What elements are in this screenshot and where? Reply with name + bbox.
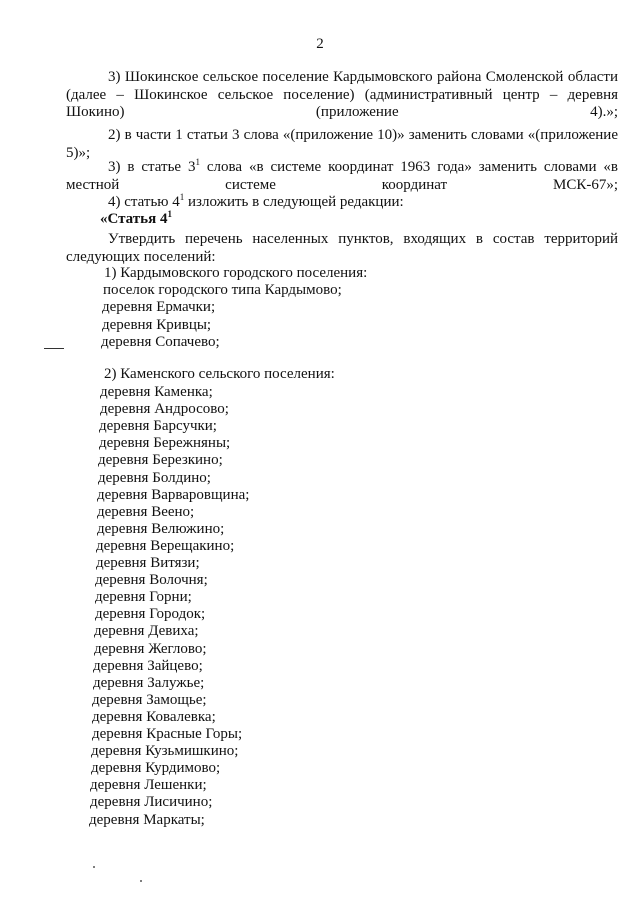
list-item: деревня Жеглово; [94,640,207,657]
paragraph-amend-part-1: 2) в части 1 статьи 3 слова «(приложение 10)» заменить словами «(приложение 5)»; [66,127,618,161]
list-item: деревня Сопачево; [101,333,220,350]
section-title-kamenka: 2) Каменского сельского поселения: [104,366,335,382]
paragraph-text: изложить в следующей редакции: [184,194,404,210]
list-item: деревня Волочня; [95,572,208,589]
superscript: 1 [167,209,172,219]
scan-speck [140,880,142,882]
list-item: деревня Городок; [95,606,206,623]
list-item: деревня Лешенки; [90,777,207,794]
article-heading-text: «Статья 4 [100,211,168,227]
list-item: деревня Залужье; [93,674,205,691]
list-item: деревня Березкино; [98,452,223,469]
list-item: деревня Варваровщина; [97,486,250,503]
list-item: деревня Замощье; [92,691,207,708]
list-item: деревня Красные Горы; [92,726,243,742]
paragraph-text: 4) статью 4 [108,194,180,210]
section-title-kardymovo: 1) Кардымовского городского поселения: [104,265,368,281]
paragraph-approve-list: Утвердить перечень населенных пунктов, входящих в состав территорий следующих поселений: [66,231,618,265]
list-item: деревня Лисичино; [90,794,213,811]
list-item: деревня Веено; [97,503,195,520]
paragraph-amend-article-3-1 [66,159,618,194]
list-item: деревня Андросово; [100,401,229,418]
list-item: деревня Барсучки; [99,418,217,435]
list-item: деревня Ковалевка; [92,708,216,725]
list-item: деревня Витязи; [96,555,200,571]
superscript: 1 [195,157,200,167]
list-item: деревня Зайцево; [93,657,203,674]
list-item: деревня Девиха; [94,623,199,640]
list-item: деревня Кузьмишкино; [91,743,239,760]
paragraph-item-3: 3) Шокинское сельское поселение Кардымовского района Смоленской области (далее – Шокинское сельское поселение) (административный центр – деревня Шокино) (приложение 4).»; [66,69,618,121]
margin-mark [44,348,64,349]
list-item: деревня Горни; [95,589,192,606]
list-item: деревня Болдино; [98,469,211,486]
list-item: деревня Курдимово; [91,760,221,777]
superscript: 1 [179,192,185,202]
list-item: деревня Каменка; [100,384,213,400]
paragraph-text: 3) в статье 3 [108,159,196,175]
list-item: деревня Маркаты; [89,811,205,828]
paragraph-amend-article-4-1 [108,194,404,211]
list-item: деревня Ермачки; [102,299,216,316]
list-item: деревня Верещакино; [96,537,235,554]
list-item: деревня Бережняны; [99,435,231,452]
page-number: 2 [316,36,324,52]
list-item: деревня Кривцы; [102,316,212,333]
paragraph-text: слова «в системе координат 1963 года» заменить словами «в местной системе координат МСК-67»; [66,159,619,193]
article-heading [100,211,172,228]
list-item: деревня Велюжино; [97,520,225,537]
scan-speck [93,866,95,868]
list-item: поселок городского типа Кардымово; [103,282,342,298]
